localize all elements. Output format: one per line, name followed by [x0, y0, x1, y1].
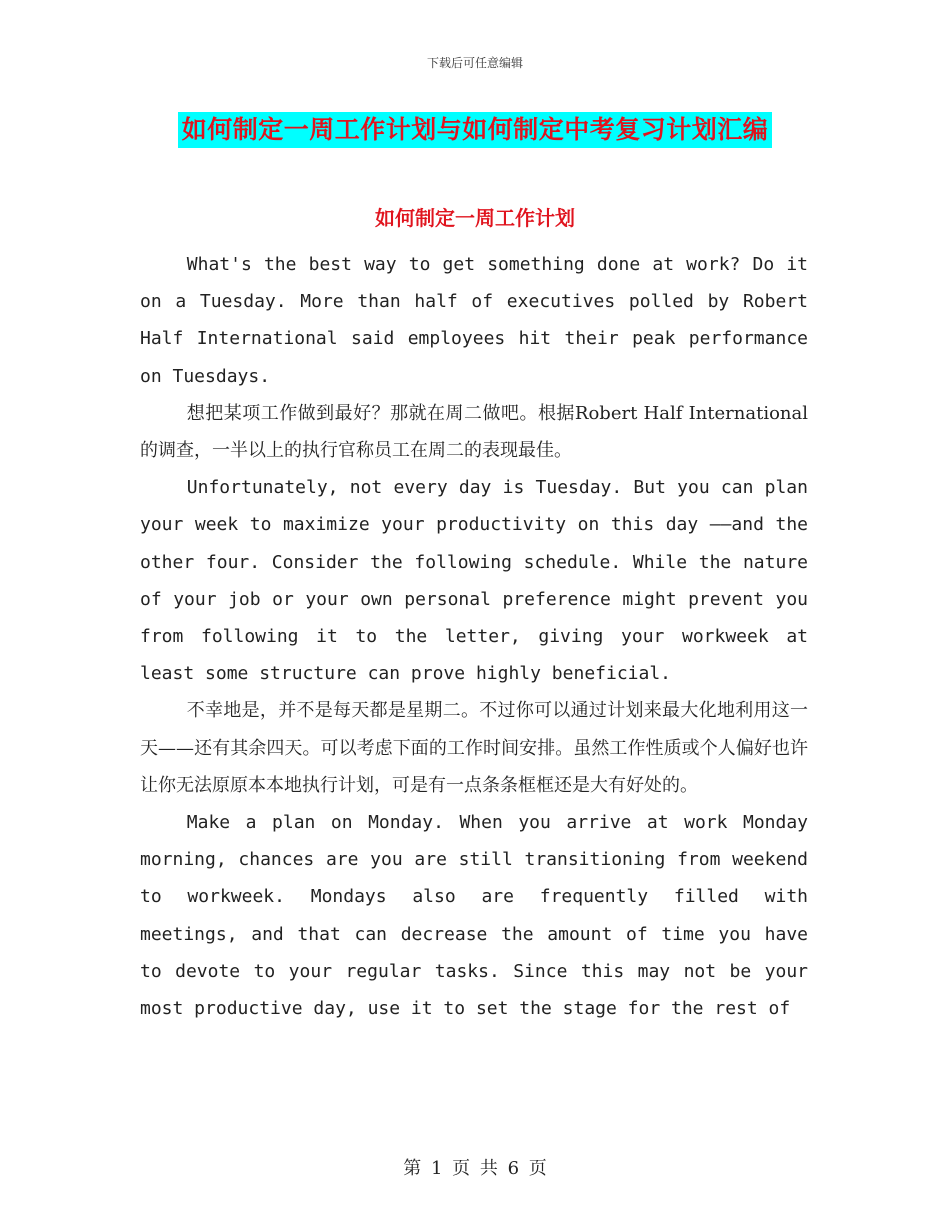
title-wrapper: [0, 112, 950, 148]
paragraph-2-cn: 想把某项工作做到最好？那就在周二做吧。根据Robert Half International的调查，一半以上的执行官称员工在周二的表现最佳。: [140, 402, 808, 462]
paragraph-3-en: Unfortunately, not every day is Tuesday. But you can plan your week to maximize your productivity on this day ——and the other four. Consider the following schedule. While the nature of your job or your own personal preference might prevent you from following it to the letter, giving your workweek at least some structure can prove highly beneficial.: [140, 477, 808, 685]
paragraph-1-en: What's the best way to get something done at work? Do it on a Tuesday. More than half of executives polled by Robert Half International said employees hit their peak performance on Tuesdays.: [140, 254, 808, 387]
page-footer: 第 1 页 共 6 页: [403, 1158, 547, 1179]
document-title: 如何制定一周工作计划与如何制定中考复习计划汇编: [178, 112, 773, 148]
header-note: 下载后可任意编辑: [426, 56, 523, 70]
paragraph-4-cn: 不幸地是，并不是每天都是星期二。不过你可以通过计划来最大化地利用这一天——还有其余四天。可以考虑下面的工作时间安排。虽然工作性质或个人偏好也许让你无法原原本本地执行计划，可是有一点条条框框还是大有好处的。: [140, 700, 808, 796]
section-title: 如何制定一周工作计划: [375, 206, 575, 230]
document-body: [140, 246, 808, 1027]
paragraph-5-en: Make a plan on Monday. When you arrive at work Monday morning, chances are you are still transitioning from weekend to workweek. Mondays also are frequently filled with meetings, and that can decrease the amount of time you have to devote to your regular tasks. Since this may not be your most productive day, use it to set the stage for the rest of: [140, 812, 808, 1020]
